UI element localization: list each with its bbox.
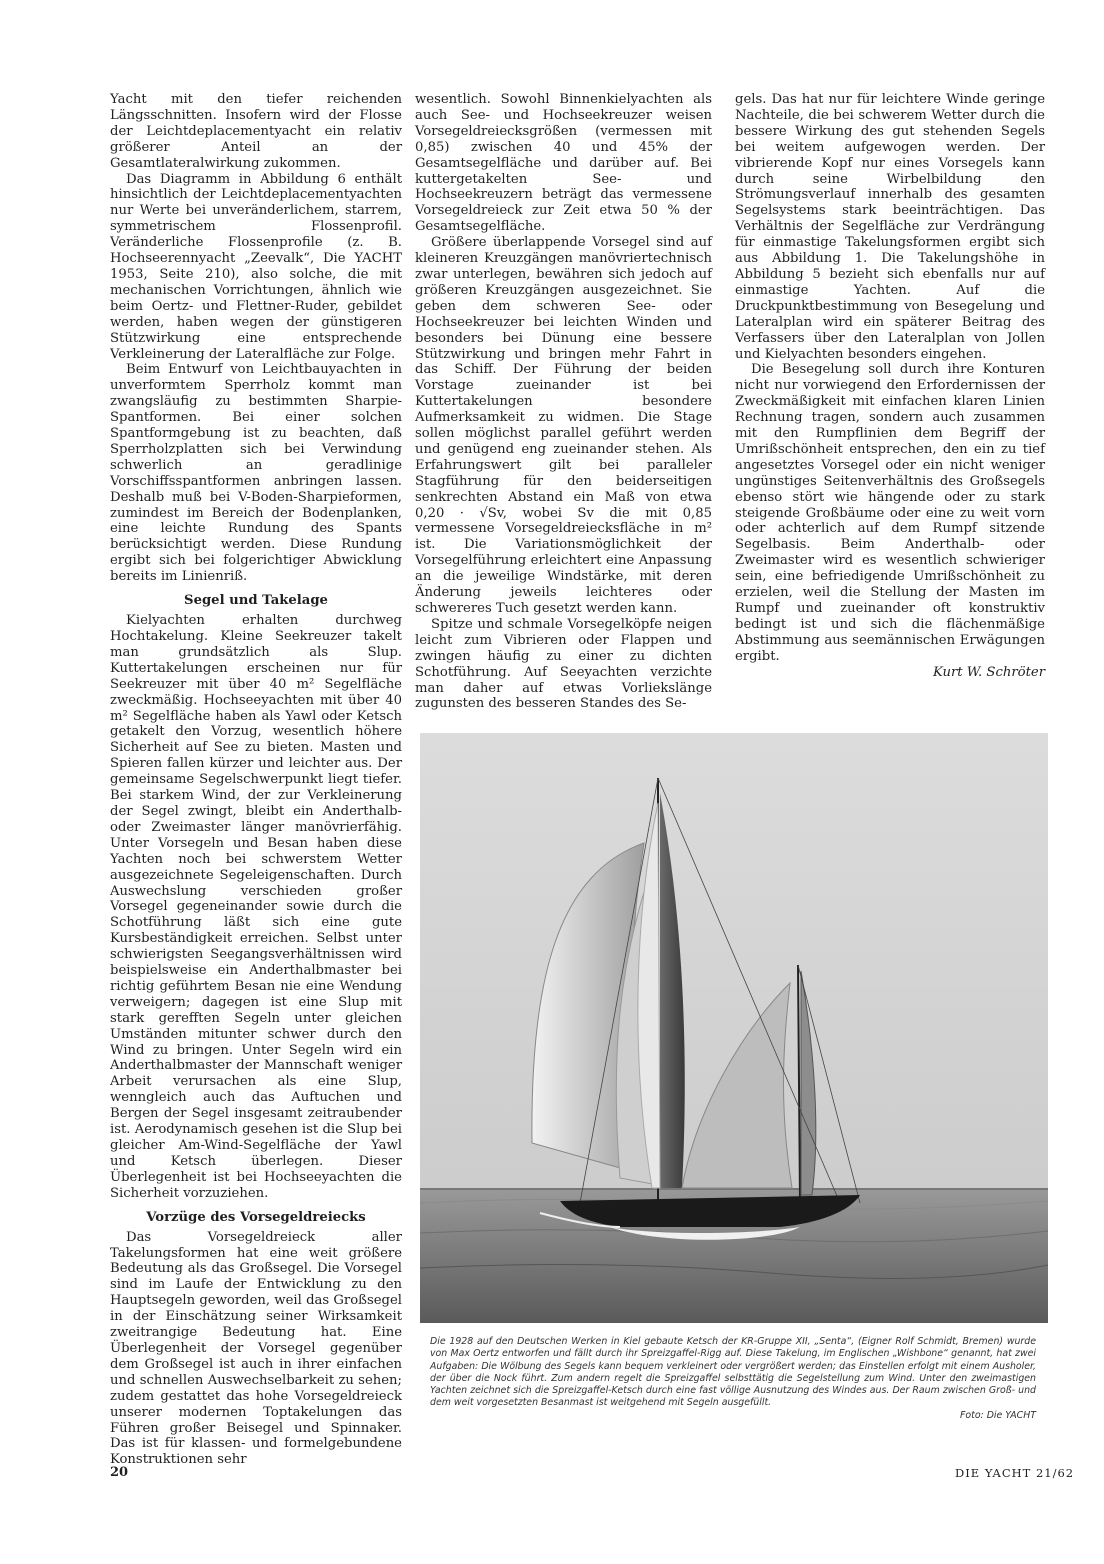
paragraph: wesentlich. Sowohl Binnenkielyachten als auch See- und Hochseekreuzer weisen Vorsegeldreiecksgrößen (vermessen mit 0,85) zwischen 40 und 45% der Gesamtsegelfläche und darüber auf. Bei kuttergetakelten See- und Hochseekreuzern beträgt das vermessene Vorsegeldreieck zur Zeit etwa 50 % der Gesamtsegelfläche.: [415, 92, 712, 235]
text-column-1: [110, 92, 402, 1468]
author-signature: Kurt W. Schröter: [932, 664, 1045, 680]
paragraph: Größere überlappende Vorsegel sind auf kleineren Kreuzgängen manövriertechnisch zwar unterlegen, bewähren sich jedoch auf größeren Kreuzgängen ausgezeichnet. Sie geben dem schweren See- oder Hochseekreuzer bei leichten Winden und besonders bei Dünung eine bessere Stützwirkung und bringen mehr Fahrt in das Schiff. Der Führung der beiden Vorstage zueinander ist bei Kuttertakelungen besondere Aufmerksamkeit zu widmen. Die Stage sollen möglichst parallel geführt werden und genügend eng zueinander stehen. Als Erfahrungswert gilt bei paralleler Stagführung für den beiderseitigen senkrechten Abstand ein Maß von etwa 0,20 · √Sv, wobei Sv die mit 0,85 vermessene Vorsegeldreiecksfläche in m² ist. Die Variationsmöglichkeit der Vorsegelführung erleichtert eine Anpassung an die jeweilige Windstärke, mit deren Änderung jeweils leichteres oder schwereres Tuch gesetzt werden kann.: [415, 235, 712, 616]
paragraph: gels. Das hat nur für leichtere Winde geringe Nachteile, die bei schwerem Wetter durch die bessere Wirkung des gut stehenden Segels bei weitem aufgewogen werden. Der vibrierende Kopf nur eines Vorsegels kann durch seine Wirbelbildung den Strömungsverlauf innerhalb des gesamten Segelsystems stark beeinträchtigen. Das Verhältnis der Segelfläche zur Verdrängung für einmastige Takelungsformen ergibt sich aus Abbildung 1. Die Takelungshöhe in Abbildung 5 bezieht sich ebenfalls nur auf einmastige Yachten. Auf die Druckpunktbestimmung von Besegelung und Lateralplan wird ein späterer Beitrag des Verfassers über den Lateralplan von Jollen und Kielyachten besonders eingehen.: [735, 92, 1045, 362]
text-column-2: [415, 92, 712, 712]
yacht-photo: [420, 733, 1048, 1323]
caption-text: Die 1928 auf den Deutschen Werken in Kiel gebaute Ketsch der KR-Gruppe XII, „Senta“, (Eigner Rolf Schmidt, Bremen) wurde von Max Oertz entworfen und fällt durch ihr Spreizgaffel-Rigg auf. Diese Takelung, im Englischen „Wishbone“ genannt, hat zwei Aufgaben: Die Wölbung des Segels kann bequem verkleinert oder vergrößert werden; das Einstellen erfolgt mit einem Ausholer, der über die Nock führt. Zum andern regelt die Spreizgaffel selbsttätig die Segelstellung zum Wind. Unter den zweimastigen Yachten zeichnet sich die Spreizgaffel-Ketsch durch eine fast völlige Ausnutzung des Windes aus. Der Raum zwischen Groß- und dem weit vorgesetzten Besanmast ist weitgehend mit Segeln ausgefüllt.: [430, 1336, 1036, 1409]
paragraph: Das Vorsegeldreieck aller Takelungsformen hat eine weit größere Bedeutung als das Großsegel. Die Vorsegel sind im Laufe der Entwicklung zu den Hauptsegeln geworden, weil das Großsegel in der Einschätzung seiner Wirksamkeit zweitrangige Bedeutung hat. Eine Überlegenheit der Vorsegel gegenüber dem Großsegel ist auch in ihrer einfachen und schnellen Auswechselbarkeit zu sehen; zudem gestattet das hohe Vorsegeldreieck unserer modernen Toptakelungen das Führen großer Beisegel und Spinnaker. Das ist für klassen- und formelgebundene Konstruktionen sehr: [110, 1229, 402, 1468]
text-column-3: [735, 92, 1045, 681]
paragraph: Die Besegelung soll durch ihre Konturen nicht nur vorwiegend den Erfordernissen der Zweckmäßigkeit mit einfachen klaren Linien Rechnung tragen, sondern auch zusammen mit den Rumpflinien dem Begriff der Umrißschönheit entsprechen, den ein zu tief angesetztes Vorsegel oder ein nicht weniger ungünstiges Seitenverhältnis des Großsegels ebenso stört wie hängende oder zu stark steigende Großbäume oder eine zu weit vorn oder achterlich auf dem Rumpf sitzende Segelbasis. Beim Anderthalb- oder Zweimaster wird es wesentlich schwieriger sein, eine befriedigende Umrißschönheit zu erzielen, weil die Stellung der Masten im Rumpf und zueinander oft konstruktiv bedingt ist und sich die flächenmäßige Abstimmung aus seemännischen Erwägungen ergibt.: [735, 362, 1045, 664]
magazine-issue: DIE YACHT 21/62: [955, 1466, 1075, 1480]
paragraph: Das Diagramm in Abbildung 6 enthält hinsichtlich der Leichtdeplacementyachten nur Werte bei unveränderlichem, starrem, symmetrischem Flossenprofil. Veränderliche Flossenprofile (z. B. Hochseerennyacht „Zeevalk“, Die YACHT 1953, Seite 210), also solche, die mit mechanischen Vorrichtungen, ähnlich wie beim Oertz- und Flettner-Ruder, gebildet werden, haben wegen der günstigeren Stützwirkung eine entsprechende Verkleinerung der Lateralfläche zur Folge.: [110, 171, 402, 362]
photo-credit: Foto: Die YACHT: [960, 1409, 1036, 1421]
page-number: 20: [110, 1465, 129, 1480]
paragraph: Beim Entwurf von Leichtbauyachten in unverformtem Sperrholz kommt man zwangsläufig zu bestimmten Sharpie-Spantformen. Bei einer solchen Spantformgebung ist zu beachten, daß Sperrholzplatten sich bei Verwindung schwerlich an geradlinige Vorschiffsspantformen anbringen lassen. Deshalb muß bei V-Boden-Sharpieformen, zumindest im Bereich der Bodenplanken, eine leichte Rundung des Spants berücksichtigt werden. Diese Rundung ergibt sich bei folgerichtiger Abwicklung bereits im Linienriß.: [110, 362, 402, 585]
section-heading-foresail: Vorzüge des Vorsegeldreiecks: [146, 1209, 366, 1225]
photo-caption: [430, 1336, 1036, 1422]
paragraph: Kielyachten erhalten durchweg Hochtakelung. Kleine Seekreuzer takelt man grundsätzlich als Slup. Kuttertakelungen erscheinen nur für Seekreuzer mit über 40 m² Segelfläche zweckmäßig. Hochseeyachten mit über 40 m² Segelfläche haben als Yawl oder Ketsch getakelt den Vorzug, wesentlich höhere Sicherheit auf See zu bieten. Masten und Spieren fallen kürzer und leichter aus. Der gemeinsame Segelschwerpunkt liegt tiefer. Bei starkem Wind, der zur Verkleinerung der Segel zwingt, bleibt ein Anderthalb- oder Zweimaster länger manövrierfähig. Unter Vorsegeln und Besan haben diese Yachten noch bei schwerstem Wetter ausgezeichnete Segeleigenschaften. Durch Auswechslung verschieden großer Vorsegel gegeneinander sowie durch die Schotführung läßt sich eine gute Kursbeständigkeit erreichen. Selbst unter schwierigsten Seegangsverhältnissen wird beispielsweise ein Anderthalbmaster bei richtig geführtem Besan nie eine Wendung verweigern; dagegen ist eine Slup mit stark gerefften Segeln unter gleichen Umständen mitunter schwer durch den Wind zu bringen. Unter Segeln wird ein Anderthalbmaster der Mannschaft weniger Arbeit verursachen als eine Slup, wenngleich auch das Auftuchen und Bergen der Segel insgesamt zeitraubender ist. Aerodynamisch gesehen ist die Slup bei gleicher Am-Wind-Segelfläche der Yawl und Ketsch überlegen. Dieser Überlegenheit ist bei Hochseeyachten die Sicherheit vorzuziehen.: [110, 613, 402, 1201]
paragraph: Spitze und schmale Vorsegelköpfe neigen leicht zum Vibrieren oder Flappen und zwingen häufig zu einer zu dichten Schotführung. Auf Seeyachten verzichte man daher auf etwas Vorliekslänge zugunsten des besseren Standes des Se-: [415, 616, 712, 712]
section-heading-sails: Segel und Takelage: [184, 593, 328, 609]
ketch-under-sail-image: [420, 733, 1048, 1323]
paragraph: Yacht mit den tiefer reichenden Längsschnitten. Insofern wird der Flosse der Leichtdeplacementyacht ein relativ größerer Anteil an der Gesamtlateralwirkung zukommen.: [110, 92, 402, 171]
